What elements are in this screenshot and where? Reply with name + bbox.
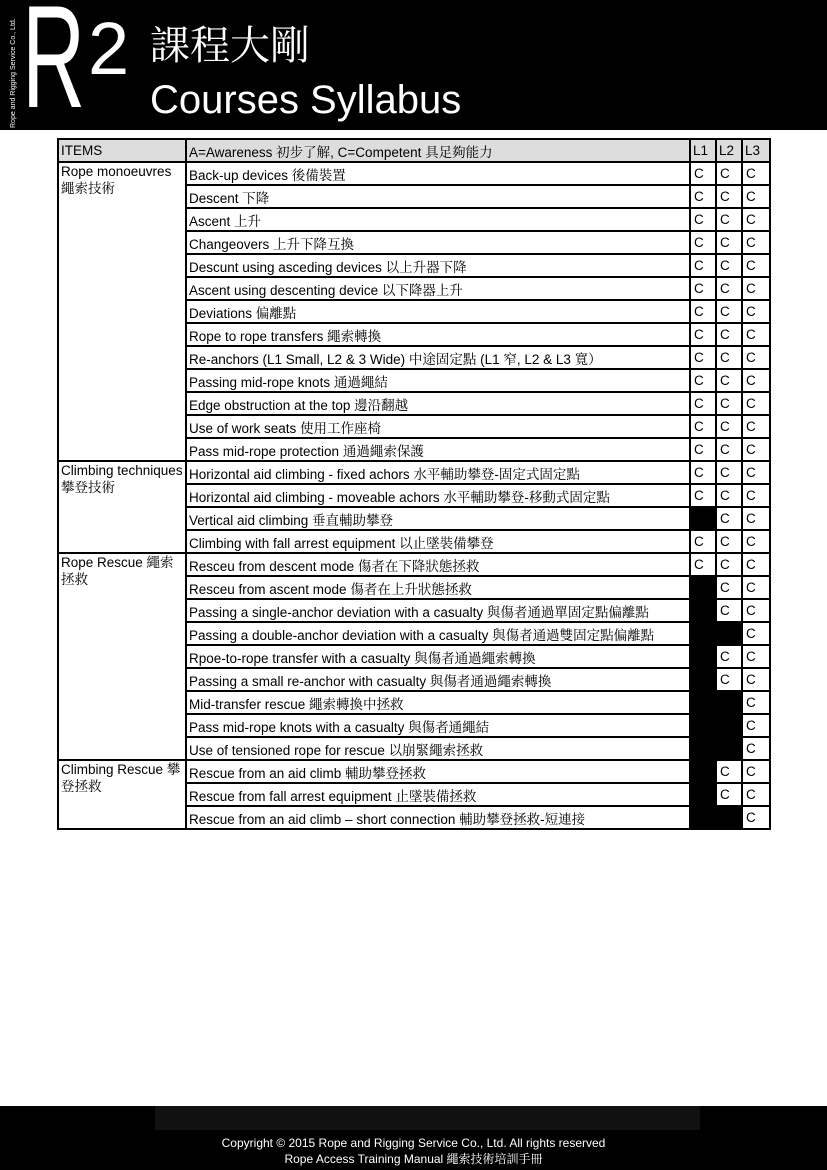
page-title-zh: 課程大剛 bbox=[150, 24, 310, 68]
footer-manual-title: Rope Access Training Manual 繩索技術培訓手冊 bbox=[284, 1152, 543, 1166]
level-l2: C bbox=[716, 668, 742, 691]
level-l2: C bbox=[716, 760, 742, 783]
level-l3: C bbox=[742, 415, 770, 438]
level-l3: C bbox=[742, 691, 770, 714]
level-l1: C bbox=[690, 300, 716, 323]
level-l2: C bbox=[716, 185, 742, 208]
level-l3: C bbox=[742, 231, 770, 254]
item-description: Rpoe-to-rope transfer with a casualty 與傷者通過繩索轉換 bbox=[186, 645, 690, 668]
level-l3: C bbox=[742, 806, 770, 829]
level-l3: C bbox=[742, 760, 770, 783]
level-l3: C bbox=[742, 507, 770, 530]
table-row bbox=[58, 162, 770, 185]
level-l2: C bbox=[716, 553, 742, 576]
item-description: Resceu from ascent mode 傷者在上升狀態拯救 bbox=[186, 576, 690, 599]
item-description: Horizontal aid climbing - moveable achors 水平輔助攀登-移動式固定點 bbox=[186, 484, 690, 507]
level-l1-not-applicable bbox=[690, 507, 716, 530]
level-l3: C bbox=[742, 461, 770, 484]
item-description: Rescue from an aid climb 輔助攀登拯救 bbox=[186, 760, 690, 783]
level-l3: C bbox=[742, 668, 770, 691]
level-l3: C bbox=[742, 323, 770, 346]
level-l3: C bbox=[742, 576, 770, 599]
level-l3: C bbox=[742, 392, 770, 415]
item-description: Climbing with fall arrest equipment 以止墜裝備攀登 bbox=[186, 530, 690, 553]
level-l2: C bbox=[716, 576, 742, 599]
item-description: Descunt using asceding devices 以上升器下降 bbox=[186, 254, 690, 277]
level-l1-not-applicable bbox=[690, 576, 716, 599]
level-l3: C bbox=[742, 277, 770, 300]
level-l2: C bbox=[716, 208, 742, 231]
level-l1-not-applicable bbox=[690, 714, 716, 737]
footer-panel bbox=[155, 1106, 700, 1130]
level-l1-not-applicable bbox=[690, 599, 716, 622]
level-l3: C bbox=[742, 645, 770, 668]
level-l3: C bbox=[742, 438, 770, 461]
item-description: Changeovers 上升下降互換 bbox=[186, 231, 690, 254]
syllabus-table bbox=[57, 138, 771, 830]
header-l1: L1 bbox=[690, 139, 716, 162]
footer-copyright: Copyright © 2015 Rope and Rigging Service Co., Ltd. All rights reserved bbox=[221, 1136, 606, 1150]
level-l1-not-applicable bbox=[690, 645, 716, 668]
level-l1: C bbox=[690, 277, 716, 300]
table-header-row bbox=[58, 139, 770, 162]
item-description: Horizontal aid climbing - fixed achors 水平輔助攀登-固定式固定點 bbox=[186, 461, 690, 484]
level-l2: C bbox=[716, 323, 742, 346]
table-row bbox=[58, 553, 770, 576]
level-l1: C bbox=[690, 254, 716, 277]
level-l2: C bbox=[716, 530, 742, 553]
header-banner bbox=[0, 0, 827, 130]
level-l3: C bbox=[742, 553, 770, 576]
item-description: Ascent 上升 bbox=[186, 208, 690, 231]
item-description: Vertical aid climbing 垂直輔助攀登 bbox=[186, 507, 690, 530]
level-l1: C bbox=[690, 185, 716, 208]
level-l1: C bbox=[690, 346, 716, 369]
level-l1: C bbox=[690, 438, 716, 461]
item-description: Pass mid-rope protection 通過繩索保護 bbox=[186, 438, 690, 461]
level-l1: C bbox=[690, 231, 716, 254]
item-description: Passing a single-anchor deviation with a casualty 與傷者通過單固定點偏離點 bbox=[186, 599, 690, 622]
level-l3: C bbox=[742, 185, 770, 208]
item-description: Back-up devices 後備裝置 bbox=[186, 162, 690, 185]
level-l3: C bbox=[742, 622, 770, 645]
page-title-en: Courses Syllabus bbox=[150, 78, 462, 122]
level-l1: C bbox=[690, 461, 716, 484]
table-row bbox=[58, 461, 770, 484]
item-description: Passing a small re-anchor with casualty 與傷者通過繩索轉換 bbox=[186, 668, 690, 691]
level-l1: C bbox=[690, 392, 716, 415]
item-description: Resceu from descent mode 傷者在下降狀態拯救 bbox=[186, 553, 690, 576]
level-l3: C bbox=[742, 484, 770, 507]
level-l1: C bbox=[690, 369, 716, 392]
item-description: Pass mid-rope knots with a casualty 與傷者通繩結 bbox=[186, 714, 690, 737]
level-l2-not-applicable bbox=[716, 737, 742, 760]
item-description: Re-anchors (L1 Small, L2 & 3 Wide) 中途固定點 (L1 窄, L2 & L3 寬） bbox=[186, 346, 690, 369]
logo-letter: R bbox=[22, 0, 86, 130]
logo-superscript: 2 bbox=[88, 7, 130, 90]
item-description: Descent 下降 bbox=[186, 185, 690, 208]
level-l1-not-applicable bbox=[690, 668, 716, 691]
level-l2: C bbox=[716, 461, 742, 484]
logo-company-text: Rope and Rigging Service Co., Ltd. bbox=[10, 18, 17, 128]
group-label: Climbing techniques 攀登技術 bbox=[58, 461, 186, 553]
level-l2: C bbox=[716, 300, 742, 323]
level-l3: C bbox=[742, 599, 770, 622]
level-l2-not-applicable bbox=[716, 691, 742, 714]
level-l1-not-applicable bbox=[690, 622, 716, 645]
level-l1-not-applicable bbox=[690, 783, 716, 806]
item-description: Rope to rope transfers 繩索轉換 bbox=[186, 323, 690, 346]
item-description: Rescue from an aid climb – short connection 輔助攀登拯救-短連接 bbox=[186, 806, 690, 829]
item-description: Passing mid-rope knots 通過繩結 bbox=[186, 369, 690, 392]
level-l1-not-applicable bbox=[690, 806, 716, 829]
level-l1: C bbox=[690, 553, 716, 576]
level-l1: C bbox=[690, 208, 716, 231]
item-description: Use of tensioned rope for rescue 以崩緊繩索拯救 bbox=[186, 737, 690, 760]
item-description: Deviations 偏離點 bbox=[186, 300, 690, 323]
level-l3: C bbox=[742, 162, 770, 185]
level-l1: C bbox=[690, 162, 716, 185]
level-l3: C bbox=[742, 737, 770, 760]
level-l3: C bbox=[742, 208, 770, 231]
level-l2-not-applicable bbox=[716, 714, 742, 737]
item-description: Rescue from fall arrest equipment 止墜裝備拯救 bbox=[186, 783, 690, 806]
level-l2: C bbox=[716, 162, 742, 185]
group-label: Rope monoeuvres 繩索技術 bbox=[58, 162, 186, 461]
level-l2: C bbox=[716, 231, 742, 254]
level-l2: C bbox=[716, 369, 742, 392]
header-legend: A=Awareness 初步了解, C=Competent 具足夠能力 bbox=[186, 139, 690, 162]
level-l3: C bbox=[742, 783, 770, 806]
level-l3: C bbox=[742, 300, 770, 323]
level-l2: C bbox=[716, 254, 742, 277]
level-l1: C bbox=[690, 415, 716, 438]
level-l2: C bbox=[716, 783, 742, 806]
item-description: Edge obstruction at the top 邊沿翻越 bbox=[186, 392, 690, 415]
level-l3: C bbox=[742, 254, 770, 277]
level-l2: C bbox=[716, 438, 742, 461]
level-l2: C bbox=[716, 507, 742, 530]
group-label: Climbing Rescue 攀登拯救 bbox=[58, 760, 186, 829]
item-description: Mid-transfer rescue 繩索轉換中拯救 bbox=[186, 691, 690, 714]
level-l2: C bbox=[716, 645, 742, 668]
level-l1: C bbox=[690, 323, 716, 346]
header-items: ITEMS bbox=[58, 139, 186, 162]
header-l3: L3 bbox=[742, 139, 770, 162]
header-l2: L2 bbox=[716, 139, 742, 162]
level-l2: C bbox=[716, 346, 742, 369]
level-l1: C bbox=[690, 530, 716, 553]
level-l3: C bbox=[742, 369, 770, 392]
table-row bbox=[58, 760, 770, 783]
level-l3: C bbox=[742, 346, 770, 369]
group-label: Rope Rescue 繩索拯救 bbox=[58, 553, 186, 760]
level-l2: C bbox=[716, 599, 742, 622]
level-l1-not-applicable bbox=[690, 691, 716, 714]
level-l3: C bbox=[742, 530, 770, 553]
item-description: Use of work seats 使用工作座椅 bbox=[186, 415, 690, 438]
level-l2-not-applicable bbox=[716, 806, 742, 829]
level-l3: C bbox=[742, 714, 770, 737]
level-l2: C bbox=[716, 277, 742, 300]
item-description: Passing a double-anchor deviation with a casualty 與傷者通過雙固定點偏離點 bbox=[186, 622, 690, 645]
level-l1-not-applicable bbox=[690, 737, 716, 760]
level-l1-not-applicable bbox=[690, 760, 716, 783]
level-l2: C bbox=[716, 392, 742, 415]
level-l1: C bbox=[690, 484, 716, 507]
item-description: Ascent using descenting device 以下降器上升 bbox=[186, 277, 690, 300]
level-l2: C bbox=[716, 415, 742, 438]
level-l2-not-applicable bbox=[716, 622, 742, 645]
level-l2: C bbox=[716, 484, 742, 507]
footer bbox=[0, 1106, 827, 1170]
